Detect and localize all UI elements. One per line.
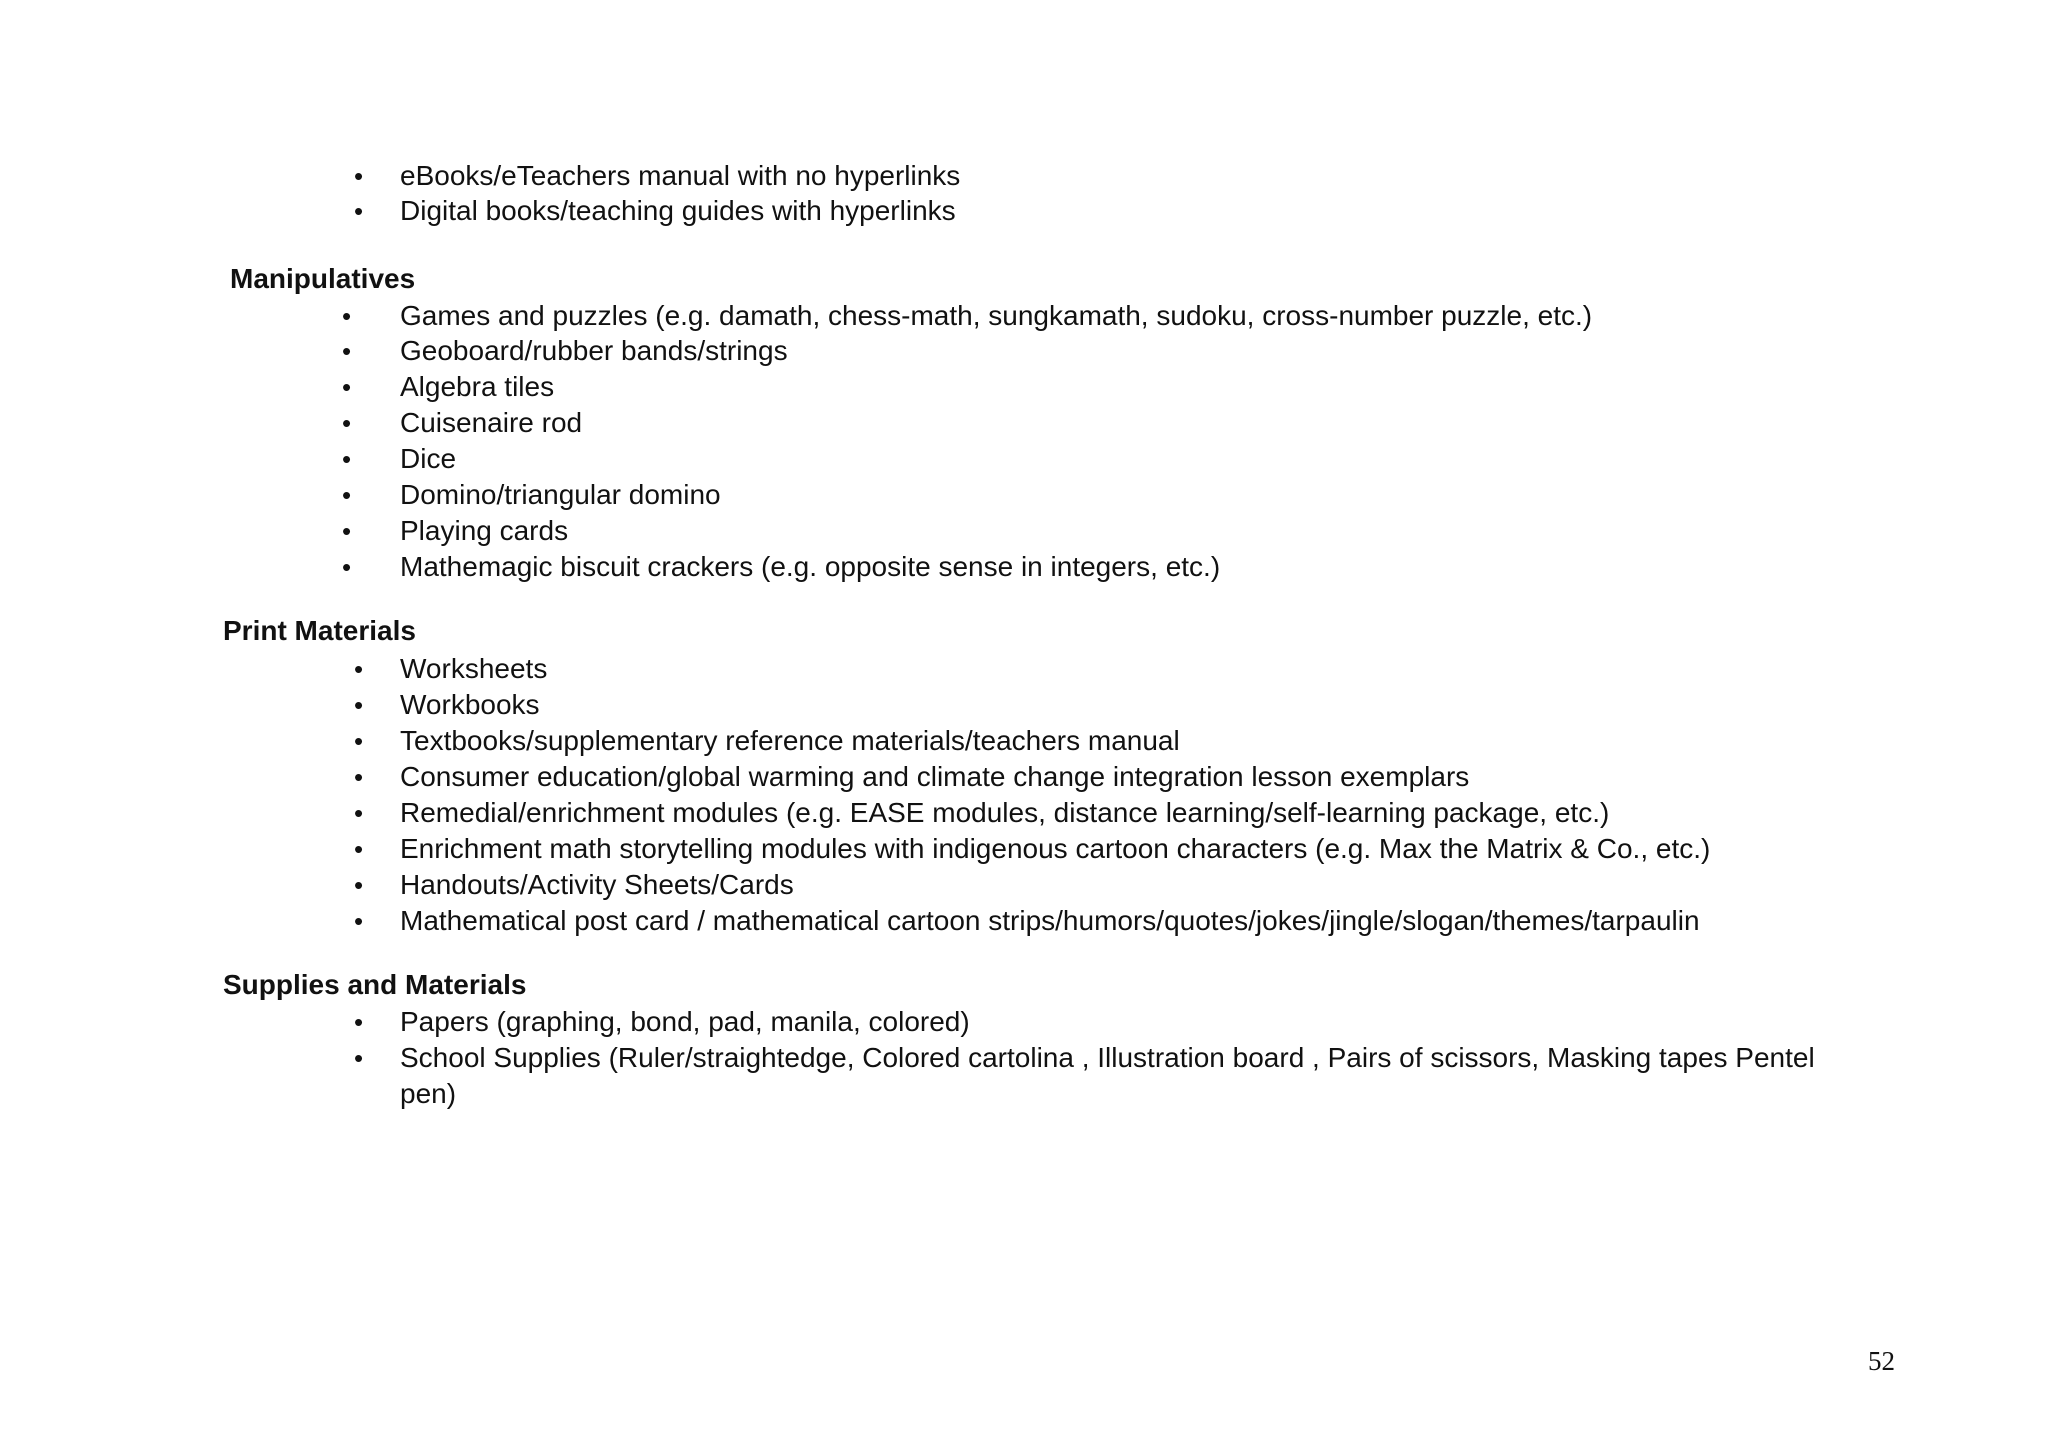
bullet-icon: • xyxy=(342,372,352,402)
list-item-text: Playing cards xyxy=(400,515,569,546)
list-item-text: Papers (graphing, bond, pad, manila, colored) xyxy=(400,1006,970,1037)
bullet-icon: • xyxy=(342,408,352,438)
bullet-icon: • xyxy=(342,516,352,546)
list-item-text: Mathematical post card / mathematical cartoon strips/humors/quotes/jokes/jingle/slogan/themes/tarpaulin xyxy=(400,905,1700,936)
bullet-icon: • xyxy=(354,762,364,792)
bullet-icon: • xyxy=(354,870,364,900)
bullet-icon: • xyxy=(342,552,352,582)
bullet-icon: • xyxy=(342,301,352,331)
list-item-text: eBooks/eTeachers manual with no hyperlinks xyxy=(400,160,961,191)
bullet-icon: • xyxy=(342,444,352,474)
bullet-icon: • xyxy=(354,654,364,684)
bullet-icon: • xyxy=(354,906,364,936)
bullet-icon: • xyxy=(354,161,364,191)
bullet-icon: • xyxy=(354,690,364,720)
bullet-icon: • xyxy=(354,798,364,828)
list-item-text: Digital books/teaching guides with hyperlinks xyxy=(400,195,956,226)
section-heading-supplies: Supplies and Materials xyxy=(223,969,527,1000)
bullet-icon: • xyxy=(342,336,352,366)
list-item-text: Enrichment math storytelling modules with indigenous cartoon characters (e.g. Max the Matrix & Co., etc.) xyxy=(400,833,1711,864)
bullet-icon: • xyxy=(354,1007,364,1037)
list-item-text: Geoboard/rubber bands/strings xyxy=(400,335,788,366)
list-item-text: Remedial/enrichment modules (e.g. EASE modules, distance learning/self-learning package, etc.) xyxy=(400,797,1610,828)
bullet-icon: • xyxy=(354,1043,364,1073)
list-item-text: Domino/triangular domino xyxy=(400,479,721,510)
bullet-icon: • xyxy=(354,196,364,226)
list-item-text: Handouts/Activity Sheets/Cards xyxy=(400,869,794,900)
list-item-text: Mathemagic biscuit crackers (e.g. opposite sense in integers, etc.) xyxy=(400,551,1221,582)
list-item-text: Workbooks xyxy=(400,689,540,720)
bullet-icon: • xyxy=(342,480,352,510)
list-item-text: Cuisenaire rod xyxy=(400,407,583,438)
list-item-text: Algebra tiles xyxy=(400,371,555,402)
list-item-text: Games and puzzles (e.g. damath, chess-math, sungkamath, sudoku, cross-number puzzle, etc.) xyxy=(400,300,1593,331)
bullet-icon: • xyxy=(354,834,364,864)
list-item-text: Consumer education/global warming and climate change integration lesson exemplars xyxy=(400,761,1470,792)
section-heading-print-materials: Print Materials xyxy=(223,615,416,646)
bullet-icon: • xyxy=(354,726,364,756)
list-item-text: School Supplies (Ruler/straightedge, Colored cartolina , Illustration board , Pairs of scissors, Masking tapes Pentel pen) xyxy=(400,1042,1815,1109)
section-heading-manipulatives: Manipulatives xyxy=(230,263,416,294)
list-item-text: Dice xyxy=(400,443,457,474)
page-number: 52 xyxy=(1868,1346,1895,1376)
list-item-text: Textbooks/supplementary reference materials/teachers manual xyxy=(400,725,1180,756)
list-item-text: Worksheets xyxy=(400,653,548,684)
